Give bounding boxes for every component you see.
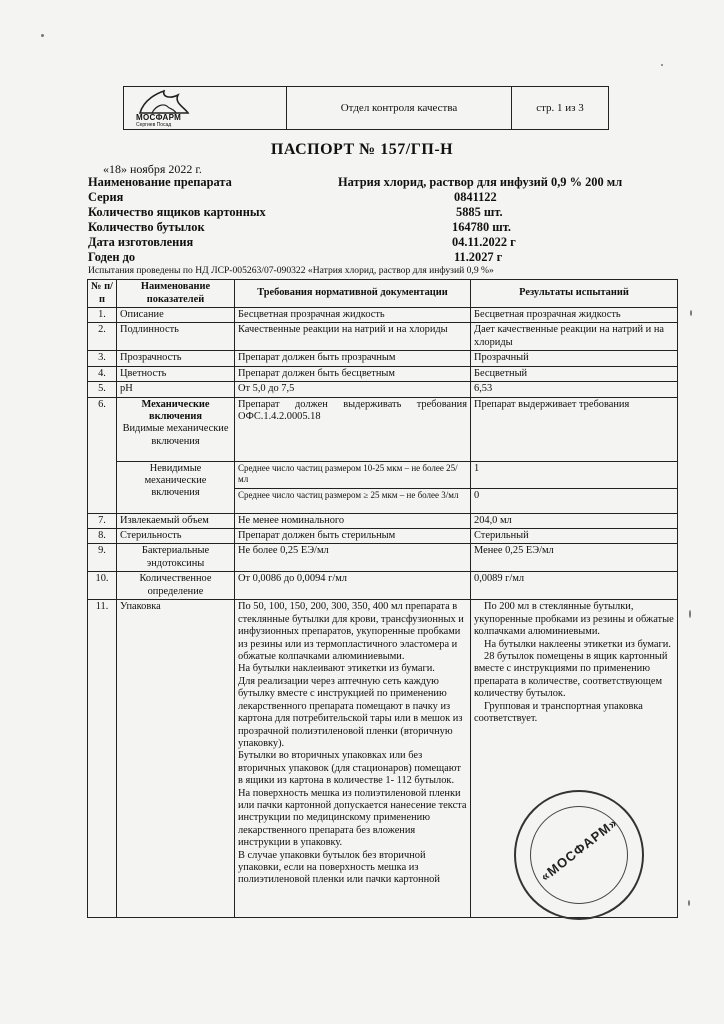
table-row [88,308,678,323]
row-requirement: Качественные реакции на натрий и на хлориды [235,323,471,351]
info-label: Количество бутылок [88,220,205,234]
row-result: Бесцветный [471,366,678,381]
header-name: Наименование показателей [117,280,235,308]
row-parameter: Извлекаемый объем [117,513,235,528]
row-number: 9. [88,544,117,572]
page-title: ПАСПОРТ № 157/ГП-Н [270,141,454,158]
row-requirement: Препарат должен быть прозрачным [235,351,471,366]
info-value: 0841122 [454,190,497,204]
row-number: 2. [88,323,117,351]
row-parameter: Бактериальные эндотоксины [117,544,235,572]
row-number: 3. [88,351,117,366]
info-row-product [88,175,668,190]
row-subparameter: Видимые механические включения [122,423,229,447]
document-date: «18» ноября 2022 г. [103,162,202,176]
packaging-result-paragraph: По 200 мл в стеклянные бутылки, укупоренные пробками из резины и обжатые колпачками алюминиевыми. [474,601,674,638]
packaging-req-paragraph: На бутылки наклеивают этикетки из бумаги. [238,663,435,675]
row-requirement-packaging [235,600,471,918]
page-number: стр. 1 из 3 [536,102,584,114]
company-logo [124,87,287,129]
row-parameter: Стерильность [117,529,235,544]
row-parameter: Упаковка [117,600,235,918]
row-parameter: pH [117,382,235,397]
row-requirement: Среднее число частиц размером ≥ 25 мкм – не более 3/мл [235,488,471,513]
packaging-req-paragraph: Для реализации через аптечную сеть каждую бутылку вместе с инструкцией по применению лекарственного препарата помещают в пачку из картона для потребительской тары или в мешок из прозрачной полиэтиленовой пленки (вторичную упаковку). [238,675,463,749]
table-header-row [88,280,678,308]
packaging-req-paragraph: Бутылки во вторичных упаковках или без вторичных упаковок (для стационаров) помещают в ящики из картона в количестве 1- 112 бутылок. [238,750,461,787]
row-parameter: Описание [117,308,235,323]
row-parameter: Механические включения [141,398,210,423]
info-label: Дата изготовления [88,235,194,249]
table-row [88,382,678,397]
row-parameter: Цветность [117,366,235,381]
row-requirement: Не менее номинального [235,513,471,528]
row-result: Менее 0,25 ЕЭ/мл [471,544,678,572]
scan-speck [41,34,44,37]
row-number: 10. [88,572,117,600]
info-row-expiry [88,250,668,265]
row-requirement: Не более 0,25 ЕЭ/мл [235,544,471,572]
header-num: № п/п [88,280,117,308]
product-info [88,175,668,265]
table-row [88,529,678,544]
info-label: Количество ящиков картонных [88,205,266,219]
row-number: 1. [88,308,117,323]
row-number: 8. [88,529,117,544]
row-result: 0,0089 г/мл [471,572,678,600]
row-requirement: Бесцветная прозрачная жидкость [235,308,471,323]
row-parameter: Подлинность [117,323,235,351]
row-result: Препарат выдерживает требования [471,397,678,461]
row-number: 5. [88,382,117,397]
header-requirements: Требования нормативной документации [235,280,471,308]
packaging-result-paragraph: 28 бутылок помещены в ящик картонный вместе с инструкциями по применению препарата в количестве, соответствующем количеству бутылок. [474,651,668,700]
testing-standard: Испытания проведены по НД ЛСР-005263/07-090322 «Натрия хлорид, раствор для инфузий 0,9 %» [88,265,494,276]
info-value: 5885 шт. [456,205,503,219]
row-parameter-group [117,397,235,461]
logo-subtitle: Сергиев Посад [136,122,172,128]
table-row [88,572,678,600]
logo-flame-icon [134,89,194,115]
row-requirement: Препарат должен быть бесцветным [235,366,471,381]
row-subparameter: Невидимые механические включения [117,461,235,513]
info-value: 04.11.2022 г [452,235,516,249]
row-parameter: Прозрачность [117,351,235,366]
info-value: Натрия хлорид, раствор для инфузий 0,9 % 200 мл [338,175,623,189]
logo-brand-text: МОСФАРМ [136,113,182,122]
stamp-center-text: «МОСФАРМ» [537,814,621,885]
row-number: 6. [88,397,117,513]
table-row [88,461,678,488]
row-parameter: Количественное определение [117,572,235,600]
packaging-req-paragraph: На поверхность мешка из полиэтиленовой пленки или пачки картонной допускается нанесение текста инструкции по медицинскому применению лекарственного препарата без вложения инструкции в упаковку. [238,787,467,849]
row-result: Бесцветная прозрачная жидкость [471,308,678,323]
info-value: 11.2027 г [454,250,503,264]
row-result: 1 [471,461,678,488]
info-row-manufactured [88,235,668,250]
row-result: Стерильный [471,529,678,544]
row-requirement: Среднее число частиц размером 10-25 мкм – не более 25/мл [235,461,471,488]
scan-speck [661,64,663,66]
scan-speck [689,610,691,618]
row-number: 7. [88,513,117,528]
row-result: Дает качественные реакции на натрий и на хлориды [471,323,678,351]
table-row [88,366,678,381]
table-row [88,351,678,366]
row-result: Прозрачный [471,351,678,366]
packaging-result-paragraph: Групповая и транспортная упаковка соответствует. [474,700,643,725]
header-results: Результаты испытаний [471,280,678,308]
row-requirement: От 0,0086 до 0,0094 г/мл [235,572,471,600]
info-label: Годен до [88,250,136,264]
info-value: 164780 шт. [452,220,511,234]
department-name: Отдел контроля качества [287,87,512,129]
row-number: 4. [88,366,117,381]
info-row-bottles [88,220,668,235]
info-row-series [88,190,668,205]
row-result: 0 [471,488,678,513]
row-number: 11. [88,600,117,918]
row-requirement: Препарат должен выдерживать требования ОФС.1.4.2.0005.18 [235,397,471,461]
scan-speck [690,310,692,316]
packaging-req-paragraph: По 50, 100, 150, 200, 300, 350, 400 мл препарата в стеклянные бутылки для крови, трансфузионных и инфузионных препаратов, укупоренные пробками из резины или из термопластичного эластомера и обжатые колпачками алюминиевыми. [238,601,464,663]
row-result: 204,0 мл [471,513,678,528]
packaging-result-paragraph: На бутылки наклеены этикетки из бумаги. [484,638,671,650]
scan-speck [688,900,690,906]
table-row [88,544,678,572]
row-requirement: От 5,0 до 7,5 [235,382,471,397]
packaging-req-paragraph: В случае упаковки бутылок без вторичной упаковки, если на поверхность мешка из полиэтиленовой пленки или пачки картонной [238,849,440,886]
row-result: 6,53 [471,382,678,397]
info-label: Серия [88,190,124,204]
info-label: Наименование препарата [88,175,232,189]
info-row-boxes [88,205,668,220]
row-requirement: Препарат должен быть стерильным [235,529,471,544]
table-row [88,397,678,461]
document-header [123,86,609,130]
company-stamp [514,790,644,920]
table-row [88,513,678,528]
table-row [88,323,678,351]
